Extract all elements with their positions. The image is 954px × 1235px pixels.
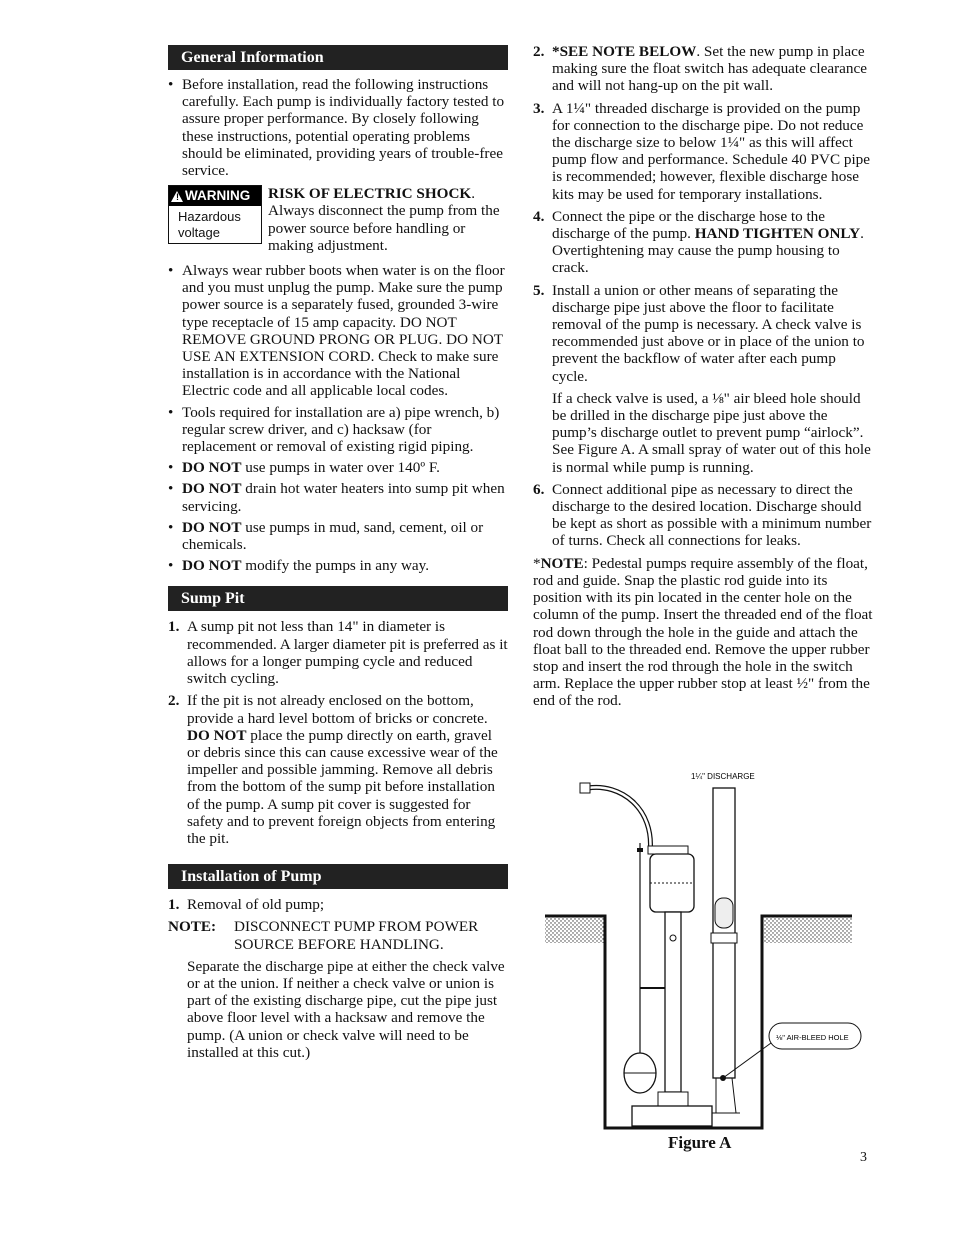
pump-column	[665, 912, 681, 1092]
paragraph: Separate the discharge pipe at either the check valve or at the union. If neither a check valve or union is part of the existing discharge pipe, cut the pipe just above floor level with a hacksaw and remove the pump. (A union or check valve will need to be installed at this cut.)	[187, 957, 505, 1061]
general-information-heading: General Information	[168, 45, 508, 70]
list-item: • Tools required for installation are a) pipe wrench, b) regular screw driver, and c) hacksaw (for replacement or removal of existing rigid piping.	[168, 403, 500, 456]
list-item: 5. Install a union or other means of separating the discharge pipe just above the floor to facilitate removal of the pump is necessary. A check valve is recommended just above or in place of the union to prevent the backflow of water after each pump cycle.	[533, 281, 865, 385]
note: *NOTE: Pedestal pumps require assembly of the float, rod and guide. Snap the plastic rod guide into its position with its pin located in the center hole on the column of the pump. Insert the threaded end of the float rod down through the hole in the guide and attach the float ball to the threaded end. Remove the upper rubber stop and insert the rod through the hole in the switch arm. Replace the upper rubber stop at least ½" from the end of the rod.	[533, 554, 873, 710]
list-item: 3. A 1¼" threaded discharge is provided on the pump for connection to the discharge pipe. Do not reduce the discharge size to below 1¼" as this will affect pump flow and performance. Schedule 40 PVC pipe is recommended; however, flexible discharge hose kits may be used for temporary installations.	[533, 99, 871, 203]
list-item: 2. If the pit is not already enclosed on the bottom, provide a hard level bottom of bricks or concrete. DO NOT place the pump directly on earth, gravel or debris since this can cause excessive wear of the impeller and possible jamming. Remove all debris from the bottom of the sump pit before installation of the pump. A sump pit cover is suggested for safety and to prevent foreign objects from entering the pit.	[168, 692, 498, 847]
discharge-label: 1¼" DISCHARGE	[691, 772, 755, 781]
ground-right	[762, 916, 852, 943]
installation-heading: Installation of Pump	[168, 864, 508, 889]
warning-box	[168, 185, 262, 244]
left-column	[168, 45, 508, 1061]
air-bleed-label: ⅛" AIR-BLEED HOLE	[776, 1033, 849, 1042]
list-item: • Always wear rubber boots when water is on the floor and you must unplug the pump. Make sure the pump power source is a separately fused, grounded 3-wire type receptacle of 15 amp capacity. DO NOT REMOVE GROUND PRONG OR PLUG. DO NOT USE AN EXTENSION CORD. Check to make sure installation is in accordance with the National Electric code and all applicable local codes.	[168, 262, 505, 400]
sump-pit-heading: Sump Pit	[168, 586, 508, 611]
warning-body: Hazardous voltage	[178, 209, 241, 241]
list-item: • Before installation, read the following instructions carefully. Each pump is individually factory tested to assure proper performance. By closely following these instructions, potential operating problems should be eliminated, providing years of trouble-free service.	[168, 76, 505, 180]
pump-base	[632, 1106, 712, 1126]
warning-triangle-icon: !	[171, 191, 183, 202]
list-item: • DO NOT use pumps in mud, sand, cement, oil or chemicals.	[168, 518, 484, 554]
union	[711, 933, 737, 943]
pit-outline	[545, 916, 852, 1128]
pump-diagram	[540, 768, 880, 1168]
warning-block	[168, 185, 508, 254]
list-item: • DO NOT use pumps in water over 140º F.	[168, 459, 440, 477]
figure-caption: Figure A	[668, 1133, 732, 1152]
paragraph: If a check valve is used, a ⅛" air bleed hole should be drilled in the discharge pipe just above the pump’s discharge outlet to prevent pump “airlock”. See Figure A. A small spray of water out of this hole is normal while pump is running.	[552, 389, 871, 476]
warning-label: WARNING	[185, 188, 251, 204]
list-item: • DO NOT drain hot water heaters into sump pit when servicing.	[168, 480, 505, 515]
power-cord	[588, 787, 650, 853]
list-item: 1. Removal of old pump;	[168, 896, 325, 914]
page-number: 3	[860, 1150, 867, 1165]
list-item: 2. *SEE NOTE BELOW. Set the new pump in place making sure the float switch has adequate clearance and will not hang-up on the pit wall.	[533, 43, 867, 95]
list-item: 4. Connect the pipe or the discharge hose to the discharge of the pump. HAND TIGHTEN ONLY. Overtightening may cause the pump housing to crack.	[533, 207, 864, 277]
list-item: 6. Connect additional pipe as necessary to direct the discharge to the desired location. Discharge should be kept as short as possible with a minimum number of turns. Check all connections for leaks.	[533, 480, 872, 550]
check-valve	[715, 898, 733, 928]
ground-left	[545, 916, 605, 943]
list-item: 1. A sump pit not less than 14" in diameter is recommended. A larger diameter pit is preferred as it allows for a longer pumping cycle and reduced switch cycling.	[168, 618, 508, 688]
right-column	[533, 43, 873, 710]
list-item: • DO NOT modify the pumps in any way.	[168, 557, 430, 575]
note: NOTE: DISCONNECT PUMP FROM POWER SOURCE BEFORE HANDLING.	[168, 918, 479, 953]
plug	[580, 783, 590, 793]
warning-text: RISK OF ELECTRIC SHOCK. Always disconnect the pump from the power source before handling or making adjustment.	[268, 185, 500, 254]
